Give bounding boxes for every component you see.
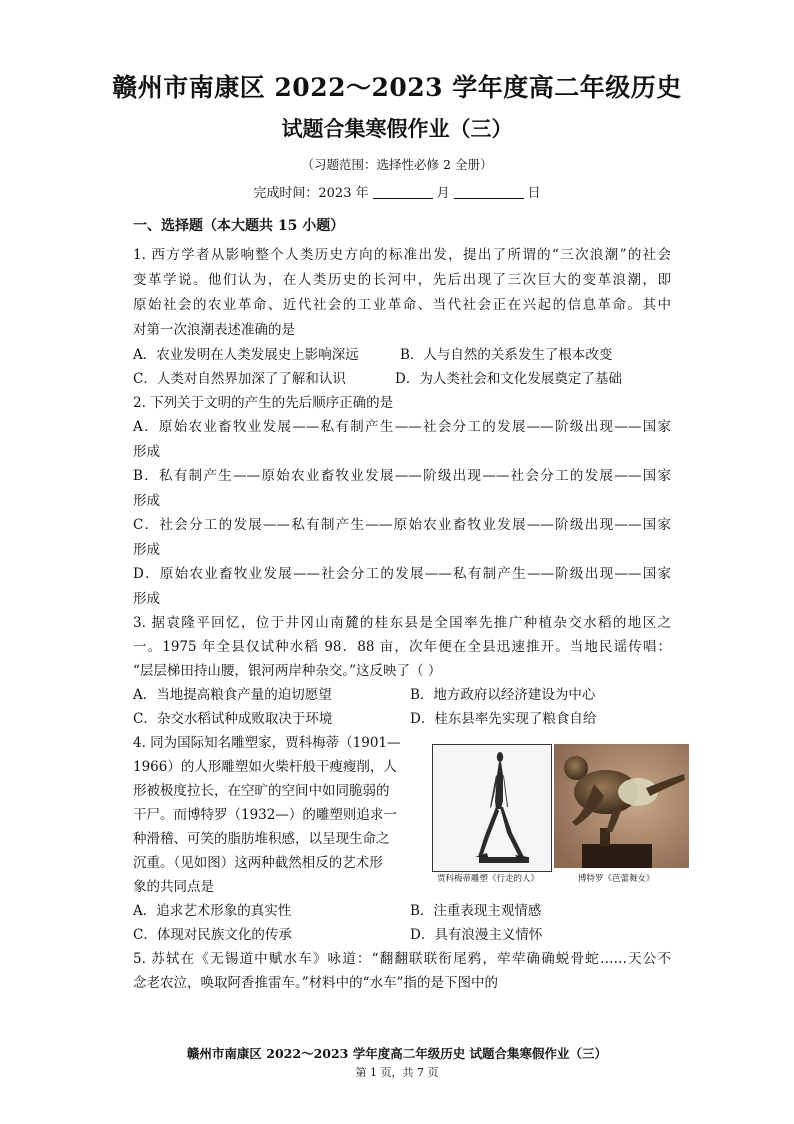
- q2-option-b: B．私有制产生——原始农业畜牧业发展——阶级出现——社会分工的发展——国家: [133, 468, 671, 484]
- q5-stem-line: 念老农泣，唤取阿香推雷车。”材料中的“水车”指的是下图中的: [133, 975, 498, 991]
- ballerina-sculpture-image: [554, 744, 689, 868]
- q4-option-b: B．注重表现主观情感: [410, 903, 542, 919]
- q3-option-a: A．当地提高粮食产量的迫切愿望: [133, 687, 332, 703]
- q4-stem-line: 1966）的人形雕塑如火柴杆般干瘦瘦削，人: [133, 759, 397, 775]
- walking-man-image: [432, 744, 552, 872]
- figure-caption-left: 贾科梅蒂雕塑《行走的人》: [437, 874, 540, 884]
- page-title: 赣州市南康区 2022～2023 学年度高二年级历史: [112, 73, 682, 102]
- page-number: 第 1 页，共 7 页: [355, 1066, 439, 1079]
- q1-stem-line: 原始社会的农业革命、近代社会的工业革命、当代社会正在兴起的信息革命。其中: [133, 297, 671, 313]
- q1-option-c: C．人类对自然界加深了了解和认识: [133, 371, 346, 387]
- q1-option-d: D．为人类社会和文化发展奠定了基础: [395, 371, 622, 387]
- q1-stem-line: 1. 西方学者从影响整个人类历史方向的标准出发，提出了所谓的“三次浪潮”的社会: [133, 247, 671, 263]
- q3-stem-line: “层层梯田持山腰，银河两岸种杂交。”这反映了（ ）: [133, 663, 442, 679]
- q2-option-c: C．社会分工的发展——私有制产生——原始农业畜牧业发展——阶级出现——国家: [133, 517, 671, 533]
- q3-stem-line: 一。1975 年全县仅试种水稻 98．88 亩，次年便在全县迅速推开。当地民谣传唱：: [133, 639, 671, 655]
- page-subtitle: 试题合集寒假作业（三）: [281, 116, 513, 141]
- q4-stem-line: 干尸。而博特罗（1932—）的雕塑则追求一: [133, 807, 397, 823]
- month-blank[interactable]: [373, 186, 433, 199]
- day-blank[interactable]: [454, 186, 524, 199]
- section-heading: 一、选择题（本大题共 15 小题）: [133, 218, 345, 234]
- q3-stem-line: 3. 据袁隆平回忆，位于井冈山南麓的桂东县是全国率先推广种植杂交水稻的地区之: [133, 615, 671, 631]
- q4-stem-line: 4. 同为国际知名雕塑家，贾科梅蒂（1901—: [133, 735, 401, 751]
- q4-option-c: C．体现对民族文化的传承: [133, 927, 292, 943]
- q2-option-a: A．原始农业畜牧业发展——私有制产生——社会分工的发展——阶级出现——国家: [133, 419, 671, 435]
- q2-option-d: D．原始农业畜牧业发展——社会分工的发展——私有制产生——阶级出现——国家: [133, 566, 671, 582]
- q3-option-c: C．杂交水稻试种成败取决于环境: [133, 711, 333, 727]
- q3-option-d: D．桂东县率先实现了粮食自给: [410, 711, 597, 727]
- q2-option-b-cont: 形成: [133, 493, 160, 509]
- q4-option-a: A．追求艺术形象的真实性: [133, 903, 292, 919]
- q2-option-a-cont: 形成: [133, 444, 160, 460]
- day-label: 日: [527, 186, 541, 201]
- q4-stem-line: 种滑稽、可笑的脂肪堆积感，以呈现生命之: [133, 831, 390, 847]
- q2-stem: 2. 下列关于文明的产生的先后顺序正确的是: [133, 395, 394, 411]
- footer-title: 赣州市南康区 2022～2023 学年度高二年级历史 试题合集寒假作业（三）: [186, 1046, 608, 1061]
- q4-stem-line: 形被极度拉长，在空旷的空间中如同脆弱的: [133, 783, 390, 799]
- month-label: 月: [436, 186, 450, 201]
- q1-option-b: B．人与自然的关系发生了根本改变: [400, 347, 613, 363]
- q2-option-d-cont: 形成: [133, 591, 160, 607]
- exercise-scope: （习题范围：选择性必修 2 全册）: [301, 157, 493, 172]
- q1-stem-line: 变革学说。他们认为，在人类历史的长河中，先后出现了三次巨大的变革浪潮，即: [133, 272, 671, 288]
- completion-time: [0, 182, 794, 201]
- q5-stem-line: 5. 苏轼在《无锡道中赋水车》咏道：“翻翻联联衔尾鸦，荦荦确确蜕骨蛇……天公不: [133, 951, 671, 967]
- q1-option-a: A．农业发明在人类发展史上影响深远: [133, 347, 359, 363]
- q3-option-b: B．地方政府以经济建设为中心: [410, 687, 596, 703]
- q4-option-d: D．具有浪漫主义情怀: [410, 927, 543, 943]
- q4-stem-line: 沉重。（见如图）这两种截然相反的艺术形: [133, 855, 383, 871]
- completion-time-label: 完成时间：2023 年: [253, 186, 369, 201]
- q1-stem-line: 对第一次浪潮表述准确的是: [133, 322, 295, 338]
- figure-caption-right: 博特罗《芭蕾舞女》: [578, 874, 655, 884]
- q4-stem-line: 象的共同点是: [133, 879, 214, 895]
- q2-option-c-cont: 形成: [133, 542, 160, 558]
